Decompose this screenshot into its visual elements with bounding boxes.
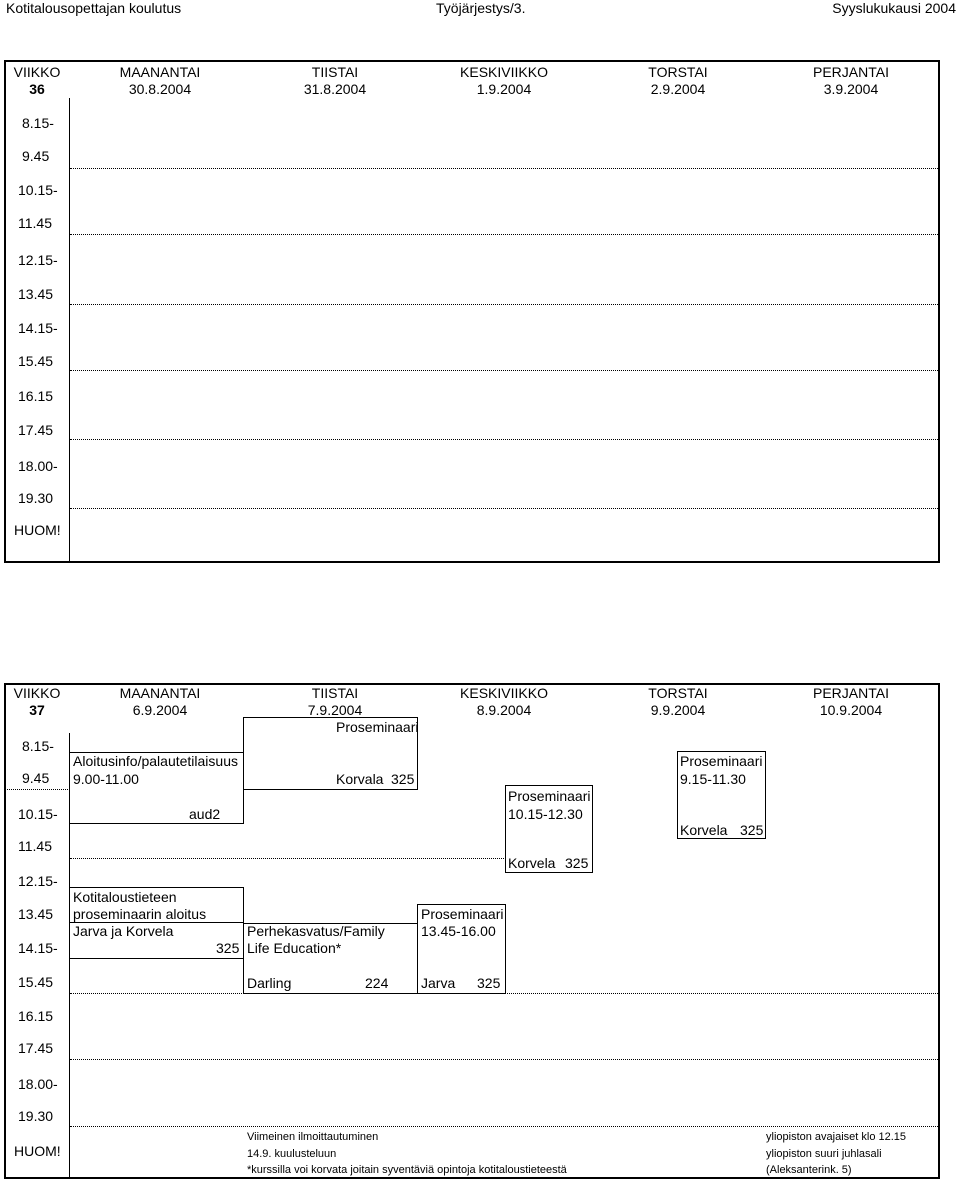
time-start: 12.15- bbox=[18, 252, 58, 268]
row-separator bbox=[70, 1126, 938, 1127]
header-semester: Syyslukukausi 2004 bbox=[832, 0, 956, 16]
date-wednesday: 8.9.2004 bbox=[476, 702, 532, 718]
thursday-proseminaari-time: 9.15-11.30 bbox=[680, 771, 746, 787]
row-separator bbox=[70, 168, 938, 169]
day-wednesday: KESKIVIIKKO bbox=[460, 685, 548, 701]
row-separator bbox=[70, 234, 938, 235]
week-label: VIIKKO bbox=[13, 685, 61, 701]
time-end: 9.45 bbox=[22, 770, 50, 786]
day-wednesday: KESKIVIIKKO bbox=[460, 64, 548, 80]
note-course-substitution: *kurssilla voi korvata joitain syventäviä opintoja kotitaloustieteestä bbox=[247, 1164, 567, 1176]
row-separator bbox=[70, 304, 938, 305]
tuesday-family-line1: Perhekasvatus/Family bbox=[247, 923, 385, 939]
wednesday-pm-time: 13.45-16.00 bbox=[421, 923, 496, 939]
monday-kotitalous-line1: Kotitaloustieteen bbox=[73, 889, 177, 905]
tuesday-proseminaari-room: 325 bbox=[391, 771, 415, 787]
date-thursday: 9.9.2004 bbox=[650, 702, 706, 718]
week-number: 36 bbox=[29, 81, 45, 97]
week-label: VIIKKO bbox=[13, 64, 61, 80]
tuesday-family-teacher: Darling bbox=[247, 975, 292, 991]
tuesday-proseminaari-title: Proseminaari bbox=[336, 719, 419, 735]
time-end: 13.45 bbox=[18, 906, 54, 922]
row-separator bbox=[70, 858, 506, 859]
time-start: 14.15- bbox=[18, 940, 58, 956]
time-start: 12.15- bbox=[18, 873, 58, 889]
date-monday: 30.8.2004 bbox=[128, 81, 192, 97]
row-separator bbox=[70, 1059, 938, 1060]
note-ceremony-hall: yliopiston suuri juhlasali bbox=[766, 1148, 882, 1160]
monday-kotitalous-line2: proseminaarin aloitus bbox=[73, 906, 207, 922]
wednesday-am-time: 10.15-12.30 bbox=[508, 806, 583, 822]
date-tuesday: 7.9.2004 bbox=[307, 702, 363, 718]
tuesday-family-room: 224 bbox=[365, 975, 389, 991]
time-end: 19.30 bbox=[18, 490, 54, 506]
day-monday: MAANANTAI bbox=[119, 64, 201, 80]
date-wednesday: 1.9.2004 bbox=[476, 81, 532, 97]
time-start: 8.15- bbox=[22, 738, 54, 754]
day-friday: PERJANTAI bbox=[813, 685, 889, 701]
day-thursday: TORSTAI bbox=[648, 64, 708, 80]
time-end: 13.45 bbox=[18, 286, 54, 302]
wednesday-am-room: 325 bbox=[565, 855, 589, 871]
note-opening-ceremony: yliopiston avajaiset klo 12.15 bbox=[766, 1131, 907, 1143]
thursday-proseminaari-title: Proseminaari bbox=[680, 753, 763, 769]
date-thursday: 2.9.2004 bbox=[650, 81, 706, 97]
note-exam-date: 14.9. kuulusteluun bbox=[247, 1148, 337, 1160]
time-end: 11.45 bbox=[18, 215, 52, 231]
tuesday-proseminaari-teacher: Korvala bbox=[336, 771, 384, 787]
time-start: 18.00- bbox=[18, 458, 58, 474]
time-start: 18.00- bbox=[18, 1076, 58, 1092]
week-36-timetable bbox=[4, 60, 940, 563]
note-registration: Viimeinen ilmoittautuminen bbox=[247, 1131, 379, 1143]
wednesday-pm-room: 325 bbox=[477, 975, 501, 991]
time-end: 19.30 bbox=[18, 1108, 54, 1124]
thursday-proseminaari-room: 325 bbox=[740, 822, 764, 838]
time-start: 10.15- bbox=[18, 182, 58, 198]
day-tuesday: TIISTAI bbox=[311, 685, 359, 701]
week-number: 37 bbox=[29, 702, 45, 718]
time-start: 16.15 bbox=[18, 1008, 54, 1024]
monday-kotitalous-teacher: Jarva ja Korvela bbox=[73, 923, 174, 939]
wednesday-pm-title: Proseminaari bbox=[421, 906, 504, 922]
time-end: 15.45 bbox=[18, 353, 54, 369]
thursday-proseminaari-teacher: Korvela bbox=[680, 822, 728, 838]
notes-label: HUOM! bbox=[14, 522, 61, 538]
header-schedule-title: Työjärjestys/3. bbox=[436, 0, 526, 16]
date-monday: 6.9.2004 bbox=[132, 702, 188, 718]
day-tuesday: TIISTAI bbox=[311, 64, 359, 80]
wednesday-am-title: Proseminaari bbox=[508, 788, 591, 804]
day-thursday: TORSTAI bbox=[648, 685, 708, 701]
date-tuesday: 31.8.2004 bbox=[303, 81, 367, 97]
wednesday-am-teacher: Korvela bbox=[508, 855, 556, 871]
time-end: 9.45 bbox=[22, 148, 50, 164]
time-start: 16.15 bbox=[18, 388, 54, 404]
row-separator bbox=[4, 789, 70, 790]
monday-info-room: aud2 bbox=[189, 806, 221, 822]
wednesday-pm-teacher: Jarva bbox=[421, 975, 456, 991]
time-end: 17.45 bbox=[18, 1040, 54, 1056]
monday-info-time: 9.00-11.00 bbox=[73, 771, 139, 787]
row-separator bbox=[70, 370, 938, 371]
time-end: 17.45 bbox=[18, 422, 54, 438]
tuesday-family-line2: Life Education* bbox=[247, 940, 342, 956]
note-ceremony-address: (Aleksanterink. 5) bbox=[766, 1164, 852, 1176]
date-friday: 3.9.2004 bbox=[823, 81, 879, 97]
day-friday: PERJANTAI bbox=[813, 64, 889, 80]
notes-label: HUOM! bbox=[14, 1143, 61, 1159]
header-program: Kotitalousopettajan koulutus bbox=[6, 0, 182, 16]
row-separator bbox=[70, 439, 938, 440]
monday-info-title: Aloitusinfo/palautetilaisuus bbox=[73, 753, 238, 769]
date-friday: 10.9.2004 bbox=[819, 702, 883, 718]
row-separator bbox=[70, 508, 938, 509]
day-monday: MAANANTAI bbox=[119, 685, 201, 701]
time-start: 10.15- bbox=[18, 806, 58, 822]
time-end: 11.45 bbox=[18, 838, 52, 854]
monday-kotitalous-room: 325 bbox=[216, 940, 240, 956]
time-start: 8.15- bbox=[22, 115, 54, 131]
time-start: 14.15- bbox=[18, 320, 58, 336]
time-end: 15.45 bbox=[18, 974, 54, 990]
